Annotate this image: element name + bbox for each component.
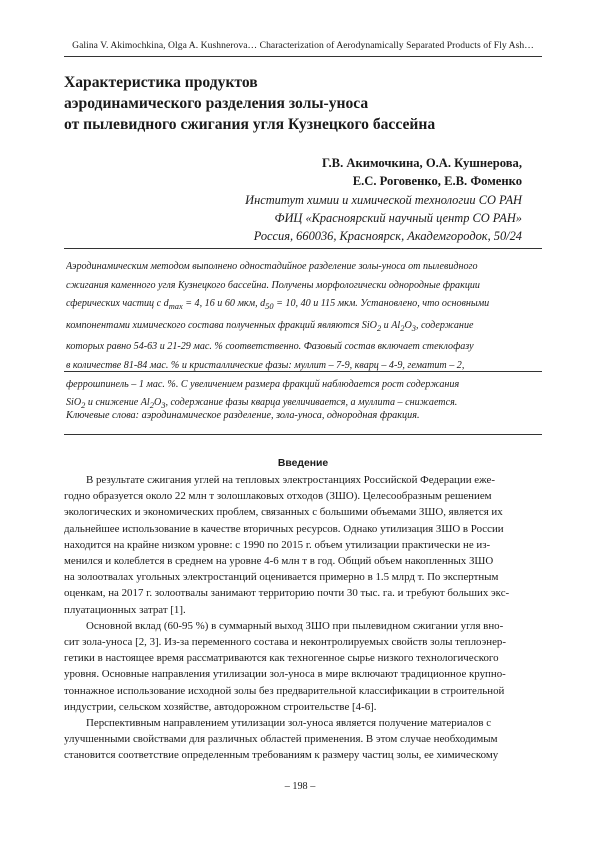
author-list bbox=[322, 154, 522, 190]
body-line: на золоотвалах угольных электростанций оценивается примерно в 1.5 млрд т. По экспертным bbox=[64, 571, 499, 584]
author-line: Е.С. Роговенко, Е.В. Фоменко bbox=[352, 174, 522, 188]
body-line: дальнейшее использование в качестве вторичных ресурсов. Однако утилизация ЗШО в России bbox=[64, 522, 504, 535]
abstract bbox=[66, 258, 538, 416]
affiliation-block bbox=[245, 191, 522, 245]
body-line: уровня. Основные направления утилизации зол-уноса в мире включают традиционное крупно- bbox=[64, 668, 506, 681]
section-heading: Введение bbox=[277, 458, 329, 469]
affiliation-line: Россия, 660036, Красноярск, Академгородок, 50/24 bbox=[253, 229, 522, 243]
body-line: находится на крайне низком уровне: с 1990 по 2015 г. объем утилизации практически не из- bbox=[64, 538, 491, 551]
body-line: индустрии, сельском хозяйстве, автодорожном строительстве [4-6]. bbox=[64, 700, 377, 713]
title-line: аэродинамического разделения золы-уноса bbox=[64, 95, 369, 112]
body-line: Перспективным направлением утилизации зол-уноса является получение материалов с bbox=[86, 717, 492, 730]
title-line: Характеристика продуктов bbox=[64, 74, 258, 91]
header-divider bbox=[64, 56, 542, 57]
keywords-divider bbox=[64, 434, 542, 435]
body-line: годно образуется около 22 млн т золошлаковых отходов (ЗШО). Целесообразным решением bbox=[64, 490, 492, 503]
body-line: гетики в настоящее время рассматриваются как техногенное сырье низкого технологического bbox=[64, 652, 499, 665]
abstract-line: в количестве 81-84 мас. % и кристаллические фазы: муллит – 7-9, кварц – 4-9, гематит – 2, bbox=[66, 360, 465, 371]
body-line: экологических и экономических проблем, связанных с большими объемами ЗШО, является их bbox=[64, 506, 503, 519]
body-line: плуатационных затрат [1]. bbox=[64, 603, 186, 616]
running-header: Galina V. Akimochkina, Olga A. Kushnerova… Characterization of Aerodynamically Separated Products of Fly Ash… bbox=[72, 40, 534, 51]
body-line: тоннажное использование исходной золы без предварительной классификации в строительной bbox=[64, 684, 505, 697]
body-line: становится соответствие определенным требованиям к размеру частиц золы, ее химическому bbox=[64, 749, 499, 762]
body-line: менился и колеблется в среднем на уровне 4-6 млн т в год. Общий объем накопленных ЗШО bbox=[64, 555, 494, 568]
abstract-line: которых равно 54-63 и 21-29 мас. % соответственно. Фазовый состав включает стеклофазу bbox=[66, 341, 474, 353]
abstract-line: сжигания каменного угля Кузнецкого бассейна. Получены морфологически однородные фракции bbox=[66, 279, 480, 291]
affiliation-line: Институт химии и химической технологии СО РАН bbox=[245, 193, 522, 207]
affiliation-line: ФИЦ «Красноярский научный центр СО РАН» bbox=[274, 211, 522, 225]
body-line: сит зола-уноса [2, 3]. Из-за переменного состава и неконтролируемых свойств золы теплоэнер- bbox=[64, 636, 507, 649]
paper-title bbox=[64, 72, 534, 135]
body-line: Основной вклад (60-95 %) в суммарный выход ЗШО при пылевидном сжигании угля вно- bbox=[86, 619, 504, 632]
abstract-line: сферических частиц с $d_{max} = 4$, 16 и 60 мкм, $d_{50} = 10$, 40 и 115 мкм. Установлено, что основными bbox=[66, 298, 490, 312]
page-number: – 198 – bbox=[284, 781, 316, 792]
keywords: Ключевые слова: аэродинамическое разделение, зола-уноса, однородная фракция. bbox=[66, 410, 420, 421]
title-line: от пылевидного сжигания угля Кузнецкого бассейна bbox=[64, 116, 436, 133]
abstract-line: Аэродинамическим методом выполнено одностадийное разделение золы-уноса от пылевидного bbox=[66, 261, 478, 272]
abstract-line: SiO$_2$ и снижение $Al_2O_3$, содержание фазы кварца увеличивается, а муллита – снижается. bbox=[66, 397, 458, 411]
abstract-line: феррошпинель – 1 мас. %. С увеличением размера фракций наблюдается рост содержания bbox=[66, 378, 460, 390]
body-text bbox=[64, 472, 542, 764]
author-line: Г.В. Акимочкина, О.А. Кушнерова, bbox=[321, 156, 522, 170]
body-line: В результате сжигания углей на тепловых электростанциях Российской Федерации еже- bbox=[86, 474, 495, 486]
abstract-line: компонентами химического состава полученных фракций являются SiO$_2$ и $Al_2O_3$, содержание bbox=[66, 319, 474, 333]
body-line: улучшенными свойствами для различных областей применения. В этом случае необходимым bbox=[64, 733, 498, 746]
body-line: оценкам, на 2017 г. золоотвалы занимают территорию почти 30 тыс. га. и требуют больших экс- bbox=[64, 587, 510, 600]
